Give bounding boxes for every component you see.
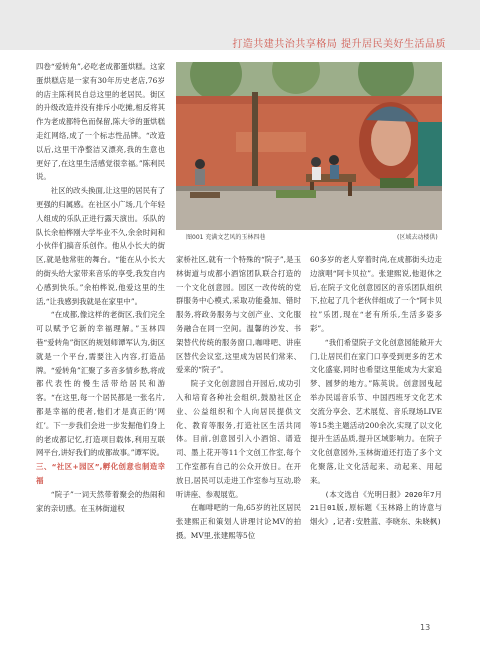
street-mural-photo bbox=[176, 62, 442, 230]
photo-credit: (区域去动楼供) bbox=[397, 234, 438, 241]
paragraph: 60多岁的老人穿着时尚,在成都街头边走边演唱“阿卡贝拉”。张建熙说,他退休之后,在院子文化创意园区的音乐团队组织下,拉起了几个老伙伴组成了一个“阿卡贝拉”乐团,现在“老有所乐,生活多姿多彩”。 bbox=[310, 255, 442, 333]
paragraph: 在咖啡吧的一角,65岁的社区居民张建熙正和策划人讲理讨论MV的拍摄。MV里,张建熙等5位 bbox=[176, 503, 301, 540]
section-subheading: 三、“社区+园区”,孵化创意也制造幸福 bbox=[36, 462, 165, 485]
paragraph: “我们希望院子文化创意园能敞开大门,让居民们在家门口享受到更多的艺术文化盛宴,同时也希望这里能成为大家追梦、圆梦的地方。”陈英说。创意园曳起举办民谣音乐节、中国西班牙文化艺术交流分享会、艺术展览、音乐现场LIVE等15类主题活动200余次,实现了以文化提升生活品质,提升区域影响力。在院子文化创意园外,玉林街道还打造了多个文化聚落,让文化活起来、动起来、用起来。 bbox=[310, 337, 442, 485]
paragraph: 院子文化创意园自开园后,成功引入和培育各种社会组织,鼓励社区企业、公益组织和个人向居民提供文化、教育等服务,打造社区生活共同体。目前,创意园引入小酒馆、谱造司、墨上花开等11个文创工作室,每个工作室都有自己的公众开放日。在开放日,居民可以走进工作室参与互动,聆听讲座、参观展览。 bbox=[176, 379, 301, 499]
photo-illustration bbox=[176, 62, 442, 230]
text-column-right bbox=[310, 253, 442, 529]
page-number: 13 bbox=[420, 623, 431, 632]
paragraph: 四卷“爱转角”,必吃老成都蛋烘糕。这家蛋烘糕店是一家有30年历史老店,76岁的店主陈利民自总这里的老居民。街区的升级改造并没有排斥小吃摊,相反将其作为老成都特色而保留,陈大爷的蛋烘糕走红网络,成了一个标志性品牌。“改造以后,这里干净整洁又漂亮,我的生意也更好了,在这里生活感觉很幸福。”陈利民说。 bbox=[36, 62, 165, 182]
page-header-band bbox=[0, 0, 480, 50]
photo-caption: 图001 充满文艺风的玉林四巷 bbox=[186, 234, 266, 241]
source-note: (本文选自《光明日报》2020年7月21日01版,原标题《玉林路上的诗意与烟火》,记者:安胜蓝、李晓东、朱晓枫) bbox=[310, 489, 442, 527]
running-header-title: 打造共建共治共享格局 提升居民美好生活品质 bbox=[232, 39, 446, 50]
paragraph: 家桥社区,就有一个特殊的“院子”,是玉林街道与成都小酒馆团队联合打造的一个文化创意园。园区一改传统的党群服务中心模式,采取功能叠加、错时服务,将政务服务与文创产业、文化服务融合在同一空间。温馨的沙发、书架替代传统的服务窗口,咖啡吧、讲座区替代会议室,这里成为居民们常来、爱来的“院子”。 bbox=[176, 255, 301, 375]
text-column-left bbox=[36, 60, 165, 515]
paragraph: “院子”一词天然带着聚会的热闹和家的亲切感。在玉林街道权 bbox=[36, 489, 165, 513]
paragraph: 社区的改头换面,让这里的居民有了更强的归属感。在社区小广场,几个年轻人组成的乐队正进行露天演出。乐队的队长余柏桦刚大学毕业不久,余余时间和小伙伴们搞音乐创作。他从小长大的街区,就是他常驻的舞台。“能在从小长大的街头给大家带来音乐的享受,我发自内心感到快乐。”余柏桦说,他爱这里的生活,“让我感到我就是在家里中”。 bbox=[36, 186, 165, 306]
text-column-middle bbox=[176, 253, 301, 543]
paragraph: “在成都,像这样的老街区,我们完全可以赋予它新的幸福理解。”玉林四巷“爱转角”街区的规划师谭军认为,街区就是一个平台,需要注入内容,打造品牌。“爱转角”汇聚了多音多情乡愁,将成都代表性的慢生活带给居民和游客。“在这里,每一个居民都是一张名片,都是幸福的使者,他们才是真正的‘网红’。下一步我们会进一步发掘他们身上的老成都记忆,打造项目载体,利用互联网平台,讲好我们的成都故事。”谭军说。 bbox=[36, 310, 165, 458]
